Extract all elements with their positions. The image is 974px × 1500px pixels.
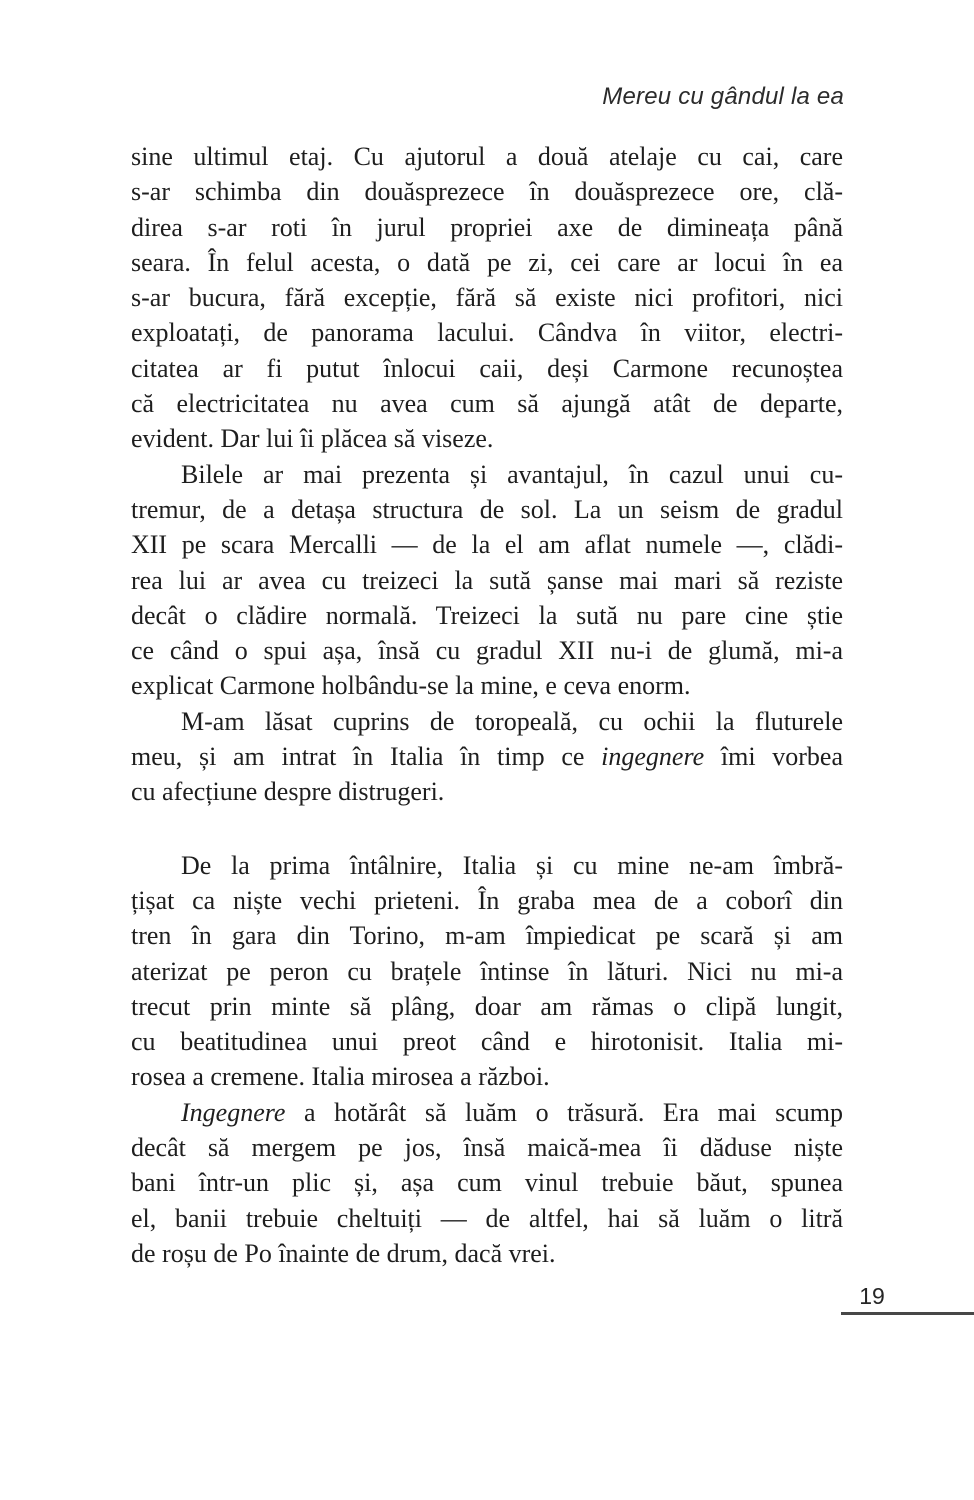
text-line: sine ultimul etaj. Cu ajutorul a două atelaje cu cai, care xyxy=(131,142,843,171)
text-line: trecut prin minte să plâng, doar am rămas o clipă lungit, xyxy=(131,991,843,1021)
text-line: evident. Dar lui îi plăcea să viseze. xyxy=(131,424,494,454)
text-line: tren în gara din Torino, m-am împiedicat pe scară și am xyxy=(131,921,843,951)
paragraph xyxy=(131,848,843,1095)
text-line: tremur, de a detașa structura de sol. La un seism de gradul xyxy=(131,494,843,524)
paragraph xyxy=(131,1095,843,1271)
text-line: s-ar schimba din douăsprezece în douăsprezece ore, clă- xyxy=(131,177,843,207)
text-line: bani într-un plic și, așa cum vinul trebuie băut, spunea xyxy=(131,1168,843,1198)
text-line: aterizat pe peron cu brațele întinse în lături. Nici nu mi-a xyxy=(131,956,843,986)
text-line: explicat Carmone holbându-se la mine, e ceva enorm. xyxy=(131,671,691,701)
paragraph xyxy=(131,704,843,810)
text-line: exploatați, de panorama lacului. Cândva în viitor, electri- xyxy=(131,318,843,348)
text-line: rea lui ar avea cu treizeci la sută șanse mai mari să reziste xyxy=(131,565,843,595)
text-line: ce când o spui așa, însă cu gradul XII nu-i de glumă, mi-a xyxy=(131,636,843,666)
body-text-block xyxy=(131,139,843,1271)
running-header: Mereu cu gândul la ea xyxy=(602,83,844,110)
text-line: cu beatitudinea unui preot când e hirotonisit. Italia mi- xyxy=(131,1027,843,1057)
text-line: decât o clădire normală. Treizeci la sută nu pare cine știe xyxy=(131,600,843,630)
text-line: De la prima întâlnire, Italia și cu mine ne-am îmbră- xyxy=(181,850,843,880)
paragraph xyxy=(131,139,843,457)
text-line: de roșu de Po înainte de drum, dacă vrei. xyxy=(131,1238,556,1268)
text-line: s-ar bucura, fără excepție, fără să existe nici profitori, nici xyxy=(131,283,843,313)
text-line: citatea ar fi putut înlocui caii, deși Carmone recunoștea xyxy=(131,353,843,383)
text-line: meu, și am intrat în Italia în timp ce ingegnere îmi vorbea xyxy=(131,742,843,772)
text-line: țișat ca niște vechi prieteni. În graba mea de a coborî din xyxy=(131,885,843,915)
footer-rule xyxy=(841,1312,974,1315)
text-line: cu afecțiune despre distrugeri. xyxy=(131,777,445,807)
text-line: Ingegnere a hotărât să luăm o trăsură. Era mai scump xyxy=(181,1097,843,1127)
page-number: 19 xyxy=(859,1283,885,1309)
text-line: el, banii trebuie cheltuiți — de altfel, hai să luăm o litră xyxy=(131,1203,843,1233)
text-line: rosea a cremene. Italia mirosea a război. xyxy=(131,1062,550,1092)
text-line: decât să mergem pe jos, însă maică-mea îi dăduse niște xyxy=(131,1133,843,1163)
text-line: M-am lăsat cuprins de toropeală, cu ochii la fluturele xyxy=(181,706,843,736)
paragraph xyxy=(131,457,843,704)
text-line: seara. În felul acesta, o dată pe zi, cei care ar locui în ea xyxy=(131,247,843,277)
text-line: XII pe scara Mercalli — de la el am aflat numele —, clădi- xyxy=(131,530,843,560)
text-line: direa s-ar roti în jurul propriei axe de dimineața până xyxy=(131,212,843,242)
text-line: că electricitatea nu avea cum să ajungă atât de departe, xyxy=(131,389,843,419)
text-line: Bilele ar mai prezenta și avantajul, în cazul unui cu- xyxy=(181,459,843,489)
